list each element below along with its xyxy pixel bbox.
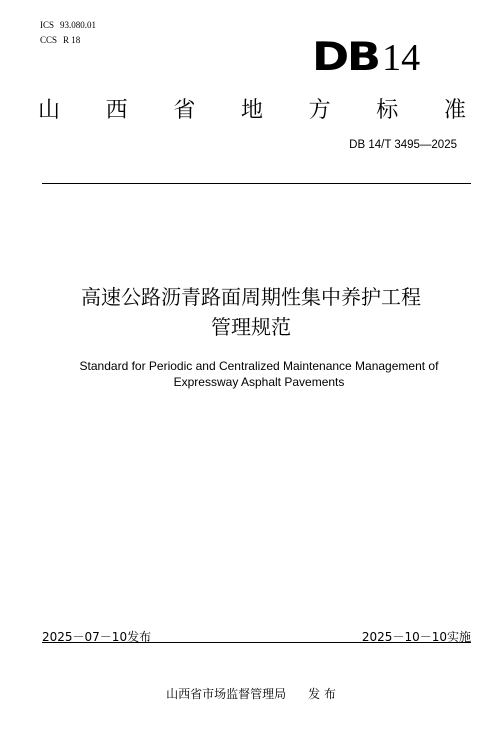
ccs-value: R 18 (63, 35, 81, 45)
ics-label: ICS (40, 20, 55, 30)
standard-type-char: 方 (308, 98, 331, 123)
standard-type-char: 省 (173, 98, 196, 123)
standard-code: DB 14/T 3495—2025 (349, 139, 457, 151)
standard-type-char: 标 (376, 98, 399, 123)
standard-type-char: 准 (443, 98, 466, 123)
title-en-line-2: Expressway Asphalt Pavements (173, 375, 345, 389)
publisher-name: 山西省市场监督管理局 (166, 687, 287, 701)
standard-type-char: 山 (38, 98, 61, 123)
implementation-date: 2025－10－10实施 (361, 630, 471, 644)
title-cn-line-2: 管理规范 (211, 315, 291, 339)
publisher (0, 685, 502, 702)
header-divider (42, 183, 471, 184)
title-cn-line-1: 高速公路沥青路面周期性集中养护工程 (81, 285, 421, 309)
ccs-code (40, 35, 80, 45)
standard-type-char: 西 (105, 98, 128, 123)
standard-mark-letters: DB (312, 35, 379, 80)
publisher-action: 发 布 (308, 687, 336, 701)
title-en-line-1: Standard for Periodic and Centralized Maintenance Management of (79, 359, 439, 373)
ics-code (40, 20, 96, 30)
standard-type-char: 地 (240, 98, 263, 123)
issue-date: 2025－07－10发布 (42, 630, 152, 644)
ccs-label: CCS (40, 35, 58, 45)
footer-divider (42, 642, 471, 643)
ics-value: 93.080.01 (60, 20, 97, 30)
standard-mark (312, 35, 421, 80)
standard-type (38, 100, 466, 122)
standard-mark-number: 14 (382, 37, 421, 79)
